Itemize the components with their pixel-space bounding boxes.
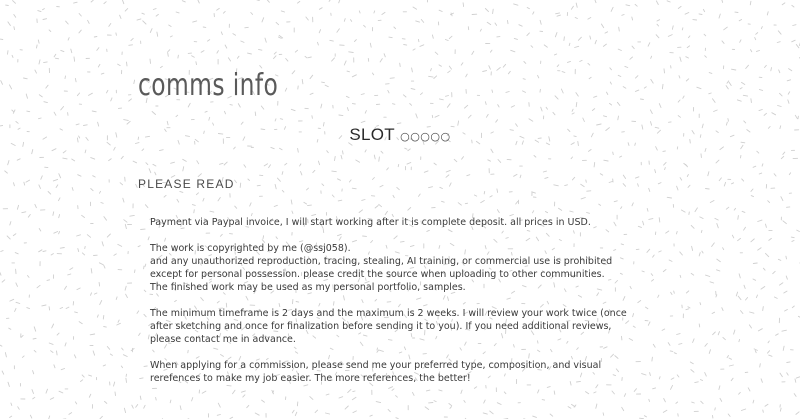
- terms-line: and any unauthorized reproduction, tracing, stealing, AI training, or commercial use is prohibited: [150, 256, 613, 267]
- terms-line: The minimum timeframe is 2 days and the maximum is 2 weeks. I will review your work twice (once: [150, 308, 627, 319]
- terms-line: When applying for a commission, please send me your preferred type, composition, and visual: [150, 360, 602, 371]
- terms-paragraph: [150, 359, 620, 385]
- slot-indicator-icons: ○○○○○: [400, 130, 451, 143]
- terms-paragraph: [150, 307, 627, 346]
- terms-line: after sketching and once for finalization before sending it to you). If you need additional reviews,: [150, 321, 612, 332]
- terms-paragraph: [150, 216, 620, 229]
- terms-text: [150, 216, 627, 398]
- terms-line: The work is copyrighted by me (@ssj058).: [150, 243, 351, 254]
- terms-line: except for personal possession. please credit the source when uploading to other communities.: [150, 269, 605, 280]
- terms-line: The finished work may be used as my personal portfolio, samples.: [150, 282, 466, 293]
- page-title: comms info: [138, 68, 279, 103]
- terms-line: please contact me in advance.: [150, 334, 296, 345]
- terms-line: Payment via Paypal invoice, I will start working after it is complete deposit. all prices in USD.: [150, 217, 591, 228]
- terms-line: rerefences to make my job easier. The more references, the better!: [150, 373, 471, 384]
- terms-paragraph: [150, 242, 620, 294]
- slot-status: [0, 123, 800, 149]
- slot-label: SLOT: [349, 125, 395, 144]
- please-read-heading: PLEASE READ: [138, 177, 235, 191]
